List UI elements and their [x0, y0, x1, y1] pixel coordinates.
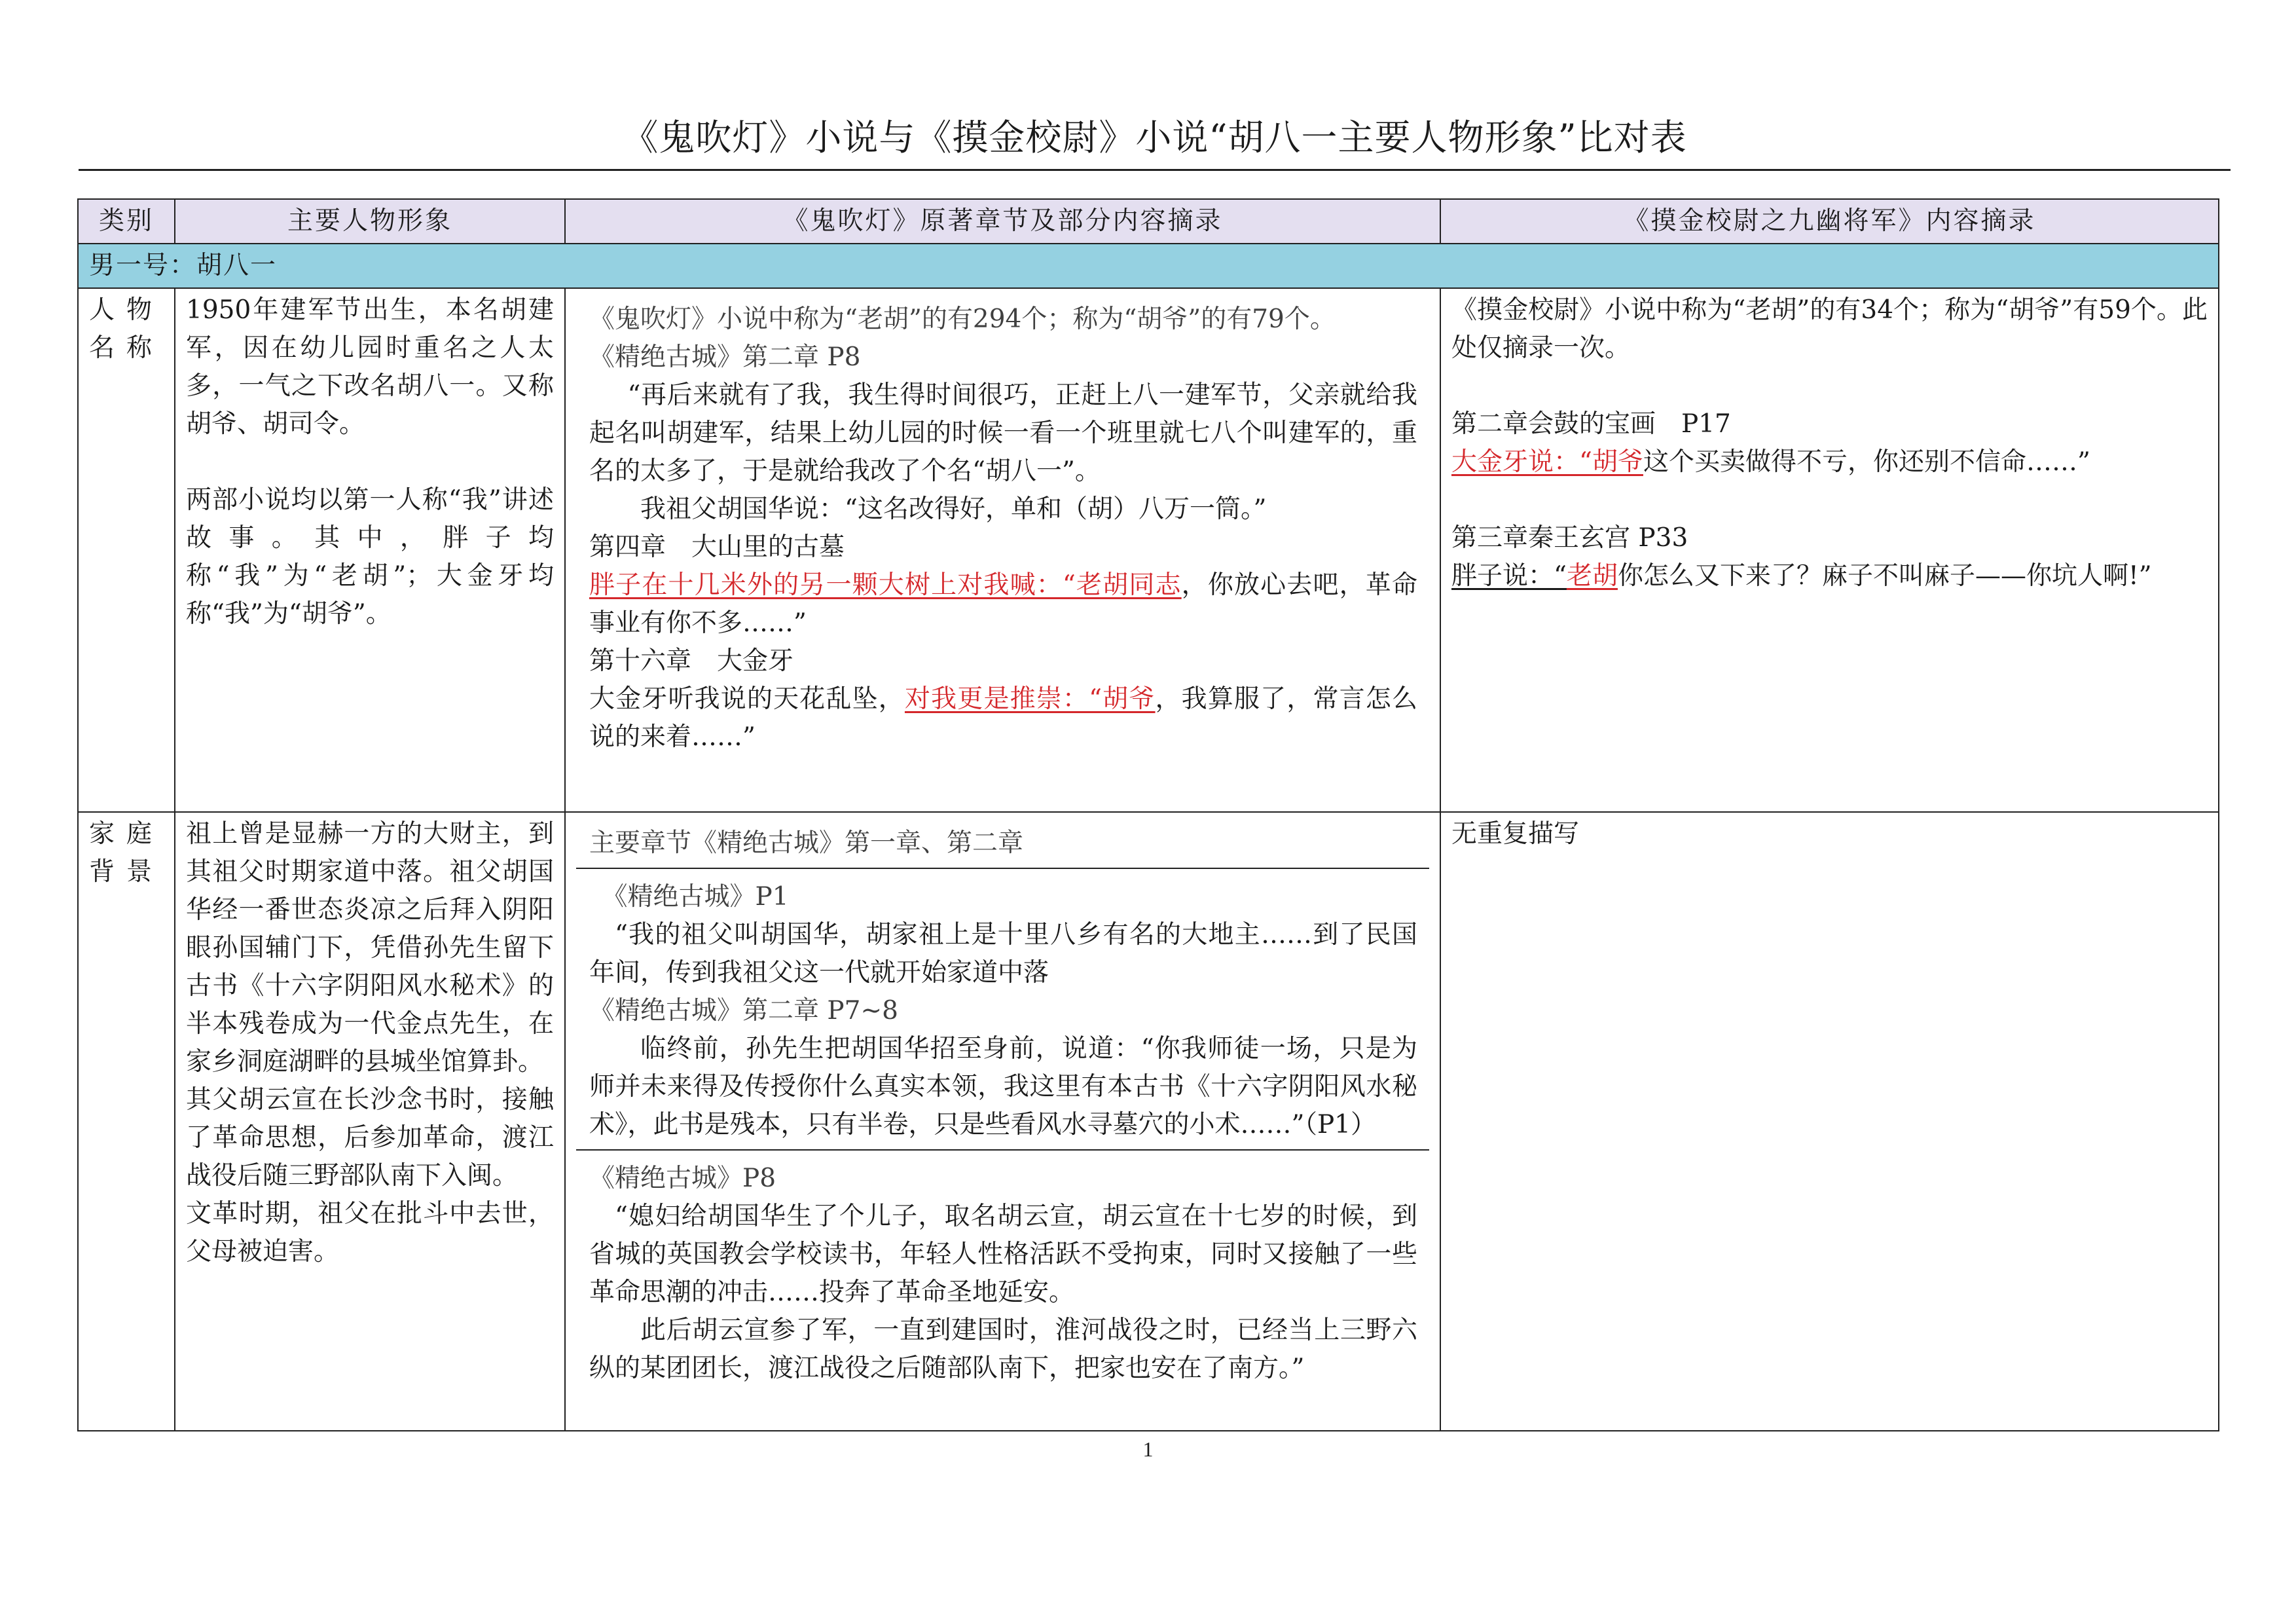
excerpt-text: 《鬼吹灯》小说中称为“老胡”的有294个；称为“胡爷”的有79个。 [589, 304, 1336, 334]
chapter-title: 第十六章 大金牙 [589, 646, 794, 676]
highlighted-quote: 对我更是推崇：“胡爷 [904, 684, 1156, 714]
family-desc-paragraph: 其父胡云宣在长沙念书时，接触了革命思想，后参加革命，渡江战役后随三野部队南下入闽。 [186, 1085, 554, 1190]
header-row [78, 199, 2219, 244]
chapter-title: 第四章 大山里的古墓 [589, 532, 845, 562]
chapter-title: 《精绝古城》P8 [589, 1164, 776, 1193]
section-row [78, 244, 2219, 288]
highlighted-quote: 老胡 [1566, 561, 1618, 591]
excerpt-text: 此后胡云宣参了军，一直到建国时，淮河战役之时，已经当上三野六纵的某团团长，渡江战役之后随部队南下，把家也安在了南方。” [589, 1316, 1417, 1383]
name-desc-paragraph: 两部小说均以第一人称“我”讲述故事。其中，胖子均称“我”为“老胡”；大金牙均称“我”为“胡爷”。 [186, 485, 554, 629]
excerpt-text: “媳妇给胡国华生了个儿子，取名胡云宣，胡云宣在十七岁的时候，到省城的英国教会学校读书，年轻人性格活跃不受拘束，同时又接触了一些革命思潮的冲击……投奔了革命圣地延安。 [589, 1202, 1417, 1307]
name-guichuideng-excerpt [565, 288, 1440, 812]
excerpt-text: “我的祖父叫胡国华，胡家祖上是十里八乡有名的大地主……到了民国年间，传到我祖父这一代就开始家道中落 [589, 920, 1417, 987]
chapter-title: 主要章节《精绝古城》第一章、第二章 [589, 828, 1024, 858]
category-family: 家庭背景 [78, 812, 175, 1431]
header-guichuideng: 《鬼吹灯》原著章节及部分内容摘录 [565, 199, 1440, 244]
excerpt-text: “再后来就有了我，我生得时间很巧，正赶上八一建军节，父亲就给我起名叫胡建军，结果上幼儿园的时候一看一个班里就七八个叫建军的，重名的太多了，于是就给我改了个名“胡八一”。 [589, 380, 1417, 486]
category-name: 人物名称 [78, 288, 175, 812]
chapter-title: 《精绝古城》P1 [602, 882, 789, 912]
name-description [175, 288, 565, 812]
excerpt-text: 临终前，孙先生把胡国华招至身前，说道：“你我师徒一场，只是为师并未来得及传授你什么真实本领，我这里有本古书《十六字阴阳风水秘术》，此书是残本，只有半卷，只是些看风水寻墓穴的小术……”（P1） [589, 1034, 1417, 1139]
name-mojin-excerpt [1440, 288, 2219, 812]
header-main-image: 主要人物形象 [175, 199, 565, 244]
family-desc-paragraph: 文革时期，祖父在批斗中去世，父母被迫害。 [186, 1199, 554, 1266]
family-mojin-excerpt [1440, 812, 2219, 1431]
chapter-title: 第三章秦王玄宫 P33 [1451, 523, 1688, 553]
table-row [78, 288, 2219, 812]
highlighted-quote: 胖子在十几米外的另一颗大树上对我喊：“老胡同志 [589, 570, 1182, 600]
table-row [78, 812, 2219, 1431]
family-description [175, 812, 565, 1431]
chapter-title: 《精绝古城》第二章 P7~8 [589, 996, 898, 1025]
excerpt-text: 我祖父胡国华说：“这名改得好，单和（胡）八万一筒。” [640, 494, 1267, 524]
highlighted-quote: 大金牙说：“胡爷 [1451, 447, 1643, 477]
excerpt-text: 《摸金校尉》小说中称为“老胡”的有34个；称为“胡爷”有59个。此处仅摘录一次。 [1451, 295, 2208, 363]
excerpt-text: 胖子说：“老胡你怎么又下来了？麻子不叫麻子——你坑人啊!” [1451, 561, 2152, 591]
family-desc-paragraph: 祖上曾是显赫一方的大财主，到其祖父时期家道中落。祖父胡国华经一番世态炎凉之后拜入阴阳眼孙国辅门下，凭借孙先生留下古书《十六字阴阳风水秘术》的半本残卷成为一代金点先生，在家乡洞庭湖畔的县城坐馆算卦。 [186, 819, 554, 1077]
comparison-table [77, 198, 2219, 1431]
excerpt-text: 无重复描写 [1451, 819, 1580, 849]
family-guichuideng-excerpt [565, 812, 1440, 1431]
excerpt-text: 胖子在十几米外的另一颗大树上对我喊：“老胡同志，你放心去吧，革命事业有你不多……” [589, 570, 1417, 638]
page-number: 1 [1142, 1437, 1154, 1461]
header-category: 类别 [78, 199, 175, 244]
excerpt-text: 大金牙听我说的天花乱坠，对我更是推崇：“胡爷，我算服了，常言怎么说的来着……” [589, 684, 1417, 752]
title-rule [79, 169, 2231, 171]
section-label: 男一号：胡八一 [78, 244, 2219, 288]
page-title: 《鬼吹灯》小说与《摸金校尉》小说“胡八一主要人物形象”比对表 [622, 117, 1687, 158]
header-mojin: 《摸金校尉之九幽将军》内容摘录 [1440, 199, 2219, 244]
chapter-title: 第二章会鼓的宝画 P17 [1451, 409, 1731, 439]
chapter-title: 《精绝古城》第二章 P8 [589, 342, 861, 372]
name-desc-paragraph: 1950年建军节出生，本名胡建军，因在幼儿园时重名之人太多，一气之下改名胡八一。又称胡爷、胡司令。 [186, 295, 554, 439]
excerpt-text: 大金牙说：“胡爷这个买卖做得不亏，你还别不信命……” [1451, 447, 2090, 477]
